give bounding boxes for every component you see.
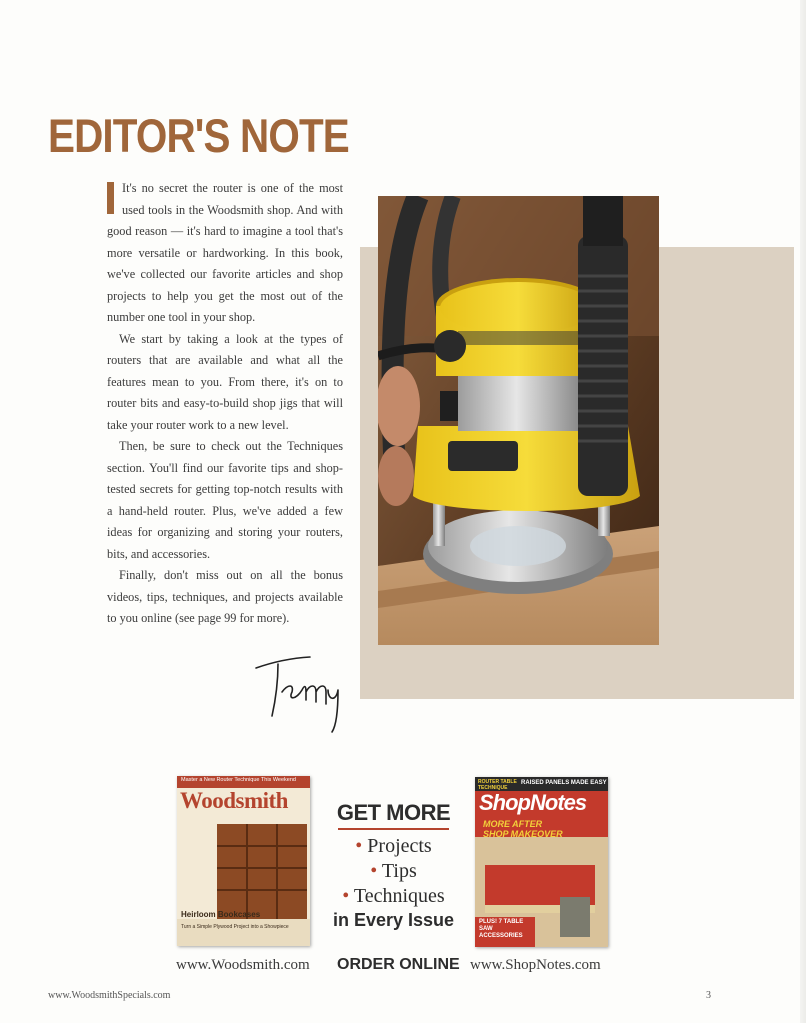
order-online-label: ORDER ONLINE (337, 956, 460, 973)
get-more-rule (338, 828, 449, 830)
woodsmith-masthead: Woodsmith (180, 788, 288, 813)
page-title: EDITOR'S NOTE (48, 109, 349, 162)
paragraph-3: Then, be sure to check out the Techniques section. You'll find our favorite tips and shop-tested secrets for getting top-notch results with a hand-held router. Plus, we've added a few ideas for organizing and storing your routers, bits, and accessories. (107, 439, 343, 561)
paragraph-1: It's no secret the router is one of the most used tools in the Woodsmith shop. And with good reason — it's hard to imagine a tool that's more versatile or hardworking. In this book, we've collected our favorite articles and shop projects to help you get the most out of the number one tool in your shop. (107, 181, 343, 324)
router-photo (378, 196, 659, 645)
shopnotes-url-link[interactable]: www.ShopNotes.com (470, 957, 601, 973)
get-more-item-projects: • Projects (355, 835, 432, 857)
paragraph-4: Finally, don't miss out on all the bonus videos, tips, techniques, and projects available to you online (see page 99 for more). (107, 568, 343, 625)
shopnotes-banner-right: RAISED PANELS MADE EASY (521, 780, 607, 786)
shopnotes-masthead: ShopNotes (479, 790, 587, 815)
editor-note-text (107, 178, 343, 630)
woodsmith-cover[interactable] (177, 776, 310, 946)
get-more-title: GET MORE (336, 800, 451, 825)
woodsmith-banner: Master a New Router Technique This Weekend (181, 777, 296, 783)
page-number: 3 (706, 990, 711, 1001)
paragraph-2: We start by taking a look at the types of routers that are available and what all the features mean to you. From there, it's on to router bits and easy-to-build shop jigs that will take your router work to a new level. (107, 331, 343, 432)
drop-cap (107, 182, 114, 214)
shopnotes-banner-left: ROUTER TABLE TECHNIQUE (478, 779, 517, 791)
shopnotes-feature-title: MORE AFTER SHOP MAKEOVER (483, 819, 563, 839)
woodsmith-url-link[interactable]: www.Woodsmith.com (176, 957, 310, 973)
shopnotes-plus-text: PLUS! 7 TABLE SAW ACCESSORIES (479, 919, 524, 939)
woodsmith-feature-title: Heirloom Bookcases (181, 910, 261, 919)
woodsmith-feature-subtitle: Turn a Simple Plywood Project into a Showpiece (181, 924, 289, 930)
get-more-block (322, 800, 465, 931)
get-more-item-techniques: • Techniques (342, 885, 445, 907)
scan-edge (800, 0, 806, 1023)
editor-signature (248, 640, 348, 735)
footer-url-link[interactable]: www.WoodsmithSpecials.com (48, 990, 171, 1001)
shopnotes-cover[interactable] (475, 777, 608, 947)
get-more-tagline: in Every Issue (332, 910, 455, 930)
get-more-item-tips: • Tips (370, 860, 417, 882)
